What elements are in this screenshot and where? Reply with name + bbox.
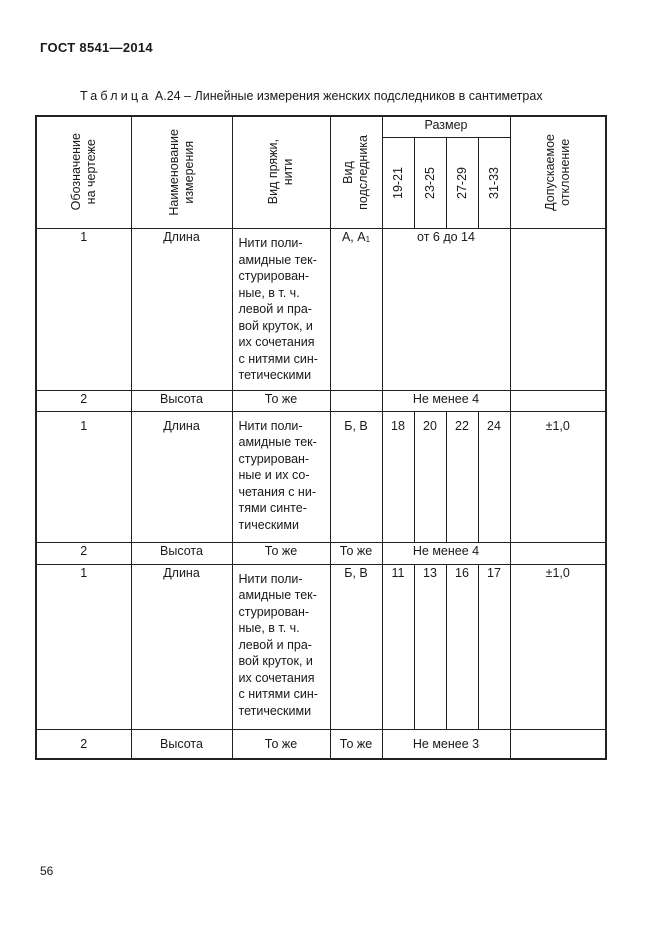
cell-tolerance: [510, 729, 606, 759]
cell-num: 2: [36, 390, 131, 411]
cell-num: 2: [36, 542, 131, 564]
cell-size-range: Не менее 3: [382, 729, 510, 759]
cell-size-value: 17: [478, 564, 510, 729]
cell-type: То же: [330, 729, 382, 759]
cell-name: Длина: [131, 564, 232, 729]
cell-num: 1: [36, 564, 131, 729]
caption-title: Линейные измерения женских подследников в сантиметрах: [194, 89, 543, 103]
size-header-27-29: 27-29: [446, 138, 478, 229]
cell-size-value: 13: [414, 564, 446, 729]
cell-type: [330, 390, 382, 411]
cell-yarn: То же: [232, 390, 330, 411]
col-header-measure-name: Наименование измерения: [131, 116, 232, 229]
col-header-tolerance: Допускаемое отклонение: [510, 116, 606, 229]
cell-num: 1: [36, 411, 131, 542]
cell-type: Б, В: [330, 411, 382, 542]
cell-tolerance: ±1,0: [510, 564, 606, 729]
cell-type: А, $А_1$: [330, 229, 382, 391]
table-caption: [80, 89, 543, 103]
cell-name: Длина: [131, 229, 232, 391]
cell-type: Б, В: [330, 564, 382, 729]
cell-num: 1: [36, 229, 131, 391]
table-row: [36, 411, 606, 542]
cell-yarn: То же: [232, 542, 330, 564]
cell-num: 2: [36, 729, 131, 759]
col-header-sock-type: Вид подследника: [330, 116, 382, 229]
cell-size-value: 16: [446, 564, 478, 729]
col-header-size: Размер: [382, 116, 510, 138]
col-header-yarn-type: Вид пряжи, нити: [232, 116, 330, 229]
cell-tolerance: [510, 542, 606, 564]
cell-name: Высота: [131, 542, 232, 564]
cell-name: Высота: [131, 390, 232, 411]
document-header: ГОСТ 8541—2014: [40, 40, 153, 55]
cell-yarn: Нити поли- амидные тек- стурирован- ные и их со- четания с ни- тями синте- тическими: [232, 411, 330, 542]
cell-tolerance: ±1,0: [510, 411, 606, 542]
cell-size-range: Не менее 4: [382, 542, 510, 564]
cell-type: То же: [330, 542, 382, 564]
size-header-23-25: 23-25: [414, 138, 446, 229]
caption-dash: –: [184, 89, 192, 103]
cell-size-value: 22: [446, 411, 478, 542]
page-number: 56: [40, 864, 54, 878]
cell-yarn: Нити поли- амидные тек- стурирован- ные, в т. ч. левой и пра- вой круток, и их сочетания с нитями син- тетическими: [232, 229, 330, 391]
table-row: [36, 390, 606, 411]
cell-size-value: 18: [382, 411, 414, 542]
table-row: [36, 729, 606, 759]
cell-size-value: 20: [414, 411, 446, 542]
table-row: [36, 229, 606, 391]
cell-size-value: 11: [382, 564, 414, 729]
col-header-designation: Обозначение на чертеже: [36, 116, 131, 229]
cell-size-range: от 6 до 14: [382, 229, 510, 391]
caption-number: А.24: [154, 89, 181, 103]
cell-tolerance: [510, 390, 606, 411]
caption-prefix: Таблица: [80, 89, 152, 103]
cell-size-value: 24: [478, 411, 510, 542]
table-row: [36, 564, 606, 729]
table-row: [36, 542, 606, 564]
measurements-table: [35, 115, 607, 760]
size-header-19-21: 19-21: [382, 138, 414, 229]
cell-name: Длина: [131, 411, 232, 542]
cell-name: Высота: [131, 729, 232, 759]
cell-size-range: Не менее 4: [382, 390, 510, 411]
cell-yarn: Нити поли- амидные тек- стурирован- ные, в т. ч. левой и пра- вой круток, и их сочетания с нитями син- тетическими: [232, 564, 330, 729]
cell-tolerance: [510, 229, 606, 391]
cell-yarn: То же: [232, 729, 330, 759]
size-header-31-33: 31-33: [478, 138, 510, 229]
